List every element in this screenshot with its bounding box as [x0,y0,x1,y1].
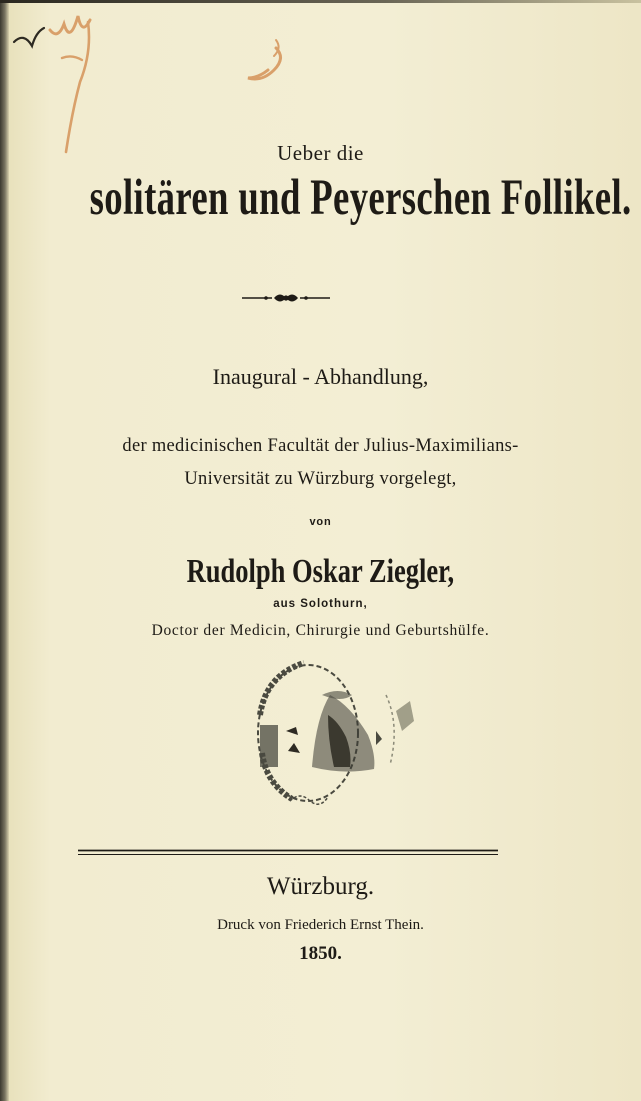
main-title: solitären und Peyerschen Follikel. [89,170,632,226]
publication-place: Würzburg. [266,873,375,900]
von-label: von [309,516,332,528]
university-line: Universität zu Würzburg vorgelegt, [184,469,457,489]
library-seal-icon [236,655,436,815]
author-degree: Doctor der Medicin, Chirurgie und Geburtshülfe. [151,622,490,639]
printer-line: Druck von Friederich Ernst Thein. [217,917,424,933]
publication-year: 1850. [299,943,342,964]
subtitle: Inaugural - Abhandlung, [212,364,429,389]
author-origin: aus Solothurn, [273,598,368,610]
double-rule-divider [78,849,498,857]
author-name: Rudolph Oskar Ziegler, [186,553,455,590]
faculty-line: der medicinischen Facultät der Julius-Maximilians- [122,436,519,456]
typographic-fleuron-icon [236,291,336,305]
heading-small: Ueber die [277,141,364,165]
